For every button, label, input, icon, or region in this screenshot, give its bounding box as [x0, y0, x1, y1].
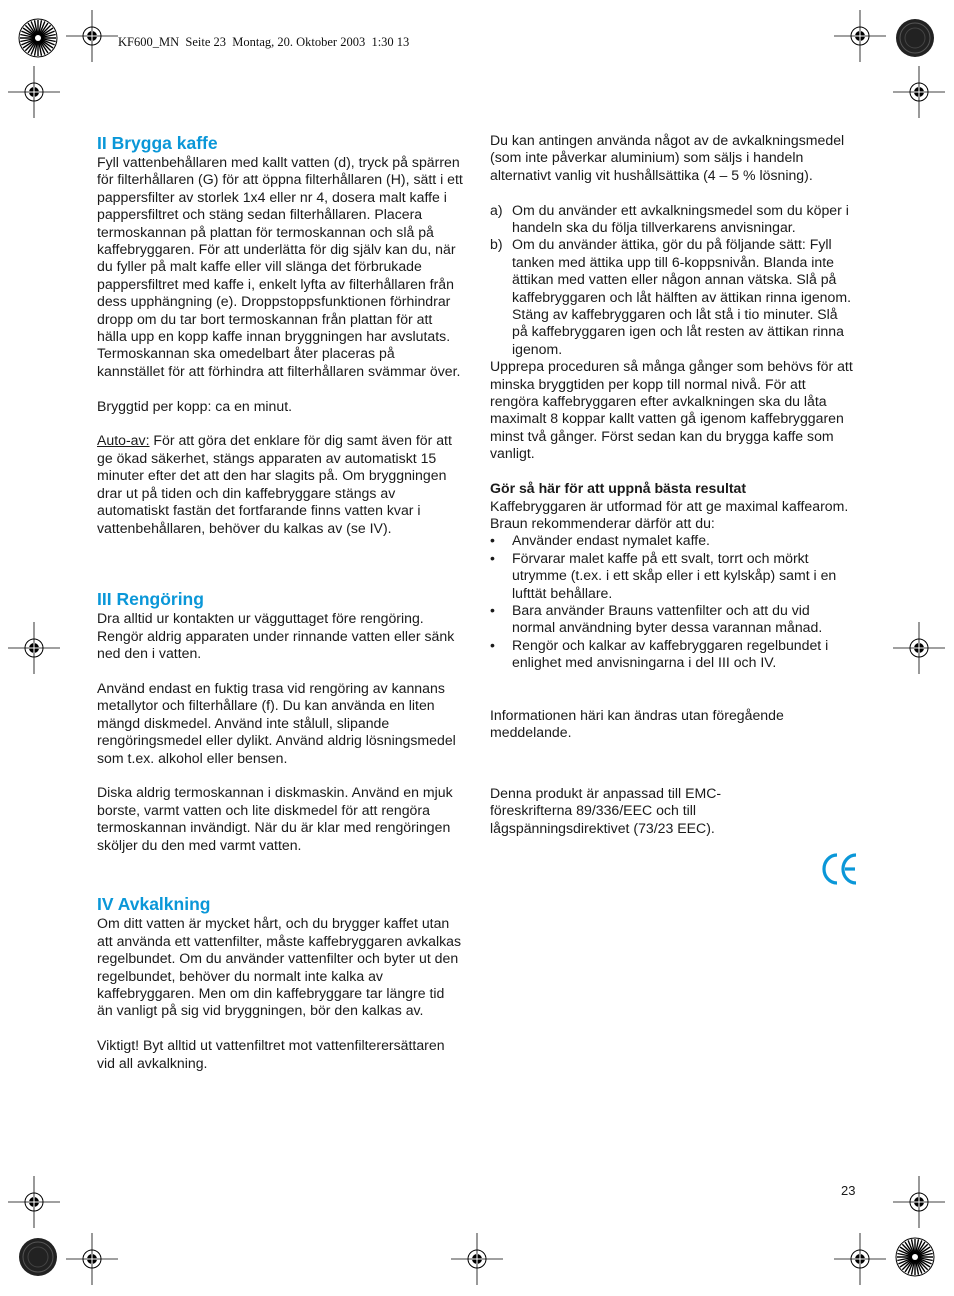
avkalkning-paragraph-2: Viktigt! Byt alltid ut vattenfiltret mot vattenfilterersättaren vid all avkalkning.: [97, 1037, 445, 1071]
bullet-text: Bara använder Brauns vattenfilter och att du vid normal användning byter dessa varannan månad.: [512, 601, 823, 636]
list-marker-b: b): [490, 236, 503, 253]
list-marker-a: a): [490, 201, 503, 218]
list-item: [490, 637, 856, 672]
section-title-brygga-kaffe: II Brygga kaffe: [97, 133, 218, 153]
rengoring-paragraph-2: Använd endast en fuktig trasa vid rengöring av kannans metallytor och filterhållare (f). Du kan använda en liten mängd diskmedel. Använd inte stålull, slipande rengöringsmedel eller dylikt. Använd aldrig lösningsmedel som t.ex. alkohol eller bensen.: [97, 679, 456, 766]
list-item-a: [490, 202, 856, 237]
page-number: 23: [841, 1183, 856, 1198]
avkalkning-paragraph-1: Om ditt vatten är mycket hårt, och du brygger kaffet utan att använda ett vattenfilter, måste kaffebryggaren avkalkas regelbundet. Om du använder vattenfilter och byter ut den regelbundet, behöver du normalt inte kalka av kaffebryggaren. Men om din kaffebryggare tar längre tid än vanligt på sig vid bryggningen, bör den kalkas av.: [97, 915, 462, 1019]
left-column: [97, 132, 463, 1089]
list-item: [490, 532, 856, 549]
right-column: [490, 132, 856, 854]
auto-off-paragraph: [97, 432, 463, 536]
emc-compliance-text: Denna produkt är anpassad till EMC-föreskrifterna 89/336/EEC och till lågspänningsdirektivet (73/23 EEC).: [490, 784, 722, 836]
list-item: [490, 602, 856, 637]
auto-off-label: Auto-av:: [97, 432, 150, 449]
bullet-icon: •: [490, 636, 495, 653]
best-results-title: Gör så här för att uppnå bästa resultat: [490, 480, 747, 497]
descaler-intro: Du kan antingen använda något av de avkalkningsmedel (som inte påverkar aluminium) som säljs i handeln alternativt vanlig vit hushållsättika (4 – 5 % lösning).: [490, 132, 845, 183]
brygga-paragraph-2: Bryggtid per kopp: ca en minut.: [97, 397, 293, 414]
ce-mark-icon: [820, 851, 860, 887]
print-header: KF600_MN Seite 23 Montag, 20. Oktober 2003 1:30 13: [118, 35, 410, 49]
section-title-rengoring: III Rengöring: [97, 589, 204, 610]
auto-off-text: För att göra det enklare för dig samt även för att ge ökad säkerhet, stängs apparaten av automatiskt 15 minuter efter det att den har slagits på. Om bryggningen drar ut på tiden och din kaffebryggare stängs av automatiskt fastän det fortfarande finns vatten kvar i vattenbehållaren, behöver du kalkas av (se IV).: [97, 432, 452, 536]
section-title-avkalkning: IV Avkalkning: [97, 894, 211, 915]
list-item-b: [490, 236, 856, 358]
bullet-text: Förvarar malet kaffe på ett svalt, torrt och mörkt utrymme (t.ex. i ett skåp eller i ett kylskåp) samt i en lufttät behållare.: [512, 549, 837, 601]
rengoring-paragraph-3: Diska aldrig termoskannan i diskmaskin. Använd en mjuk borste, varmt vatten och lite diskmedel för att rengöra termoskannan invändigt. När du är klar med rengöringen sköljer du den med varmt vatten.: [97, 784, 453, 853]
bullet-icon: •: [490, 532, 495, 549]
brygga-paragraph-1: Fyll vattenbehållaren med kallt vatten (d), tryck på spärren för filterhållaren (G) för att öppna filterhållaren (H), sätt i ett pappersfilter av storlek 1x4 eller nr 4, dosera malt kaffe i pappersfiltret och stäng sedan filterhållaren. Placera termoskannan på plattan för termoskannan och slå på kaffebryggaren. För att underlätta för dig själv kan du, när du fyller på malt kaffe eller vill slänga det förbrukade pappersfiltret med kaffe i, enkelt lyfta av filterhållaren från dess upphängning (e). Droppstoppsfunktionen förhindrar dropp om du tar bort termoskannan från plattan för att hälla upp en kopp kaffe innan bryggningen har avslutats. Termoskannan ska omedelbart åter placeras på kannstället för att förhindra att filterhållaren svämmar över.: [97, 154, 463, 379]
list-text-a: Om du använder ett avkalkningsmedel som du köper i handeln ska du följa tillverkarens anvisningar.: [512, 201, 849, 236]
bullet-icon: •: [490, 549, 495, 566]
bullet-icon: •: [490, 601, 495, 618]
best-results-list: [490, 532, 856, 671]
repeat-paragraph: Upprepa proceduren så många gånger som behövs för att minska bryggtiden per kopp till normal nivå. För att rengöra kaffebryggaren efter avkalkningen ska du låta maximalt 8 koppar kallt vatten gå igenom kaffebryggaren minst två gånger. Först sedan kan du brygga kaffe som vanligt.: [490, 358, 853, 462]
list-item: [490, 550, 856, 602]
list-text-b: Om du använder ättika, gör du på följande sätt: Fyll tanken med ättika upp till 6-koppsnivån. Blanda inte ättikan med vatten eller någon annan vätska. Slå på kaffebryggaren och låt hälften av ättikan rinna igenom. Stäng av kaffebryggaren och låt stå i tio minuter. Slå på kaffebryggaren igen och låt resten av ättikan rinna igenom.: [512, 236, 851, 357]
rengoring-paragraph-1: Dra alltid ur kontakten ur vägguttaget före rengöring. Rengör aldrig apparaten under rinnande vatten eller sänk ned den i vatten.: [97, 610, 455, 662]
best-results-intro: Kaffebryggaren är utformad för att ge maximal kaffearom. Braun rekommenderar därför att du:: [490, 497, 849, 531]
bullet-text: Använder endast nymalet kaffe.: [512, 532, 710, 549]
bullet-text: Rengör och kalkar av kaffebryggaren regelbundet i enlighet med anvisningarna i del III och IV.: [512, 636, 829, 671]
info-disclaimer: Informationen häri kan ändras utan föregående meddelande.: [490, 706, 784, 740]
